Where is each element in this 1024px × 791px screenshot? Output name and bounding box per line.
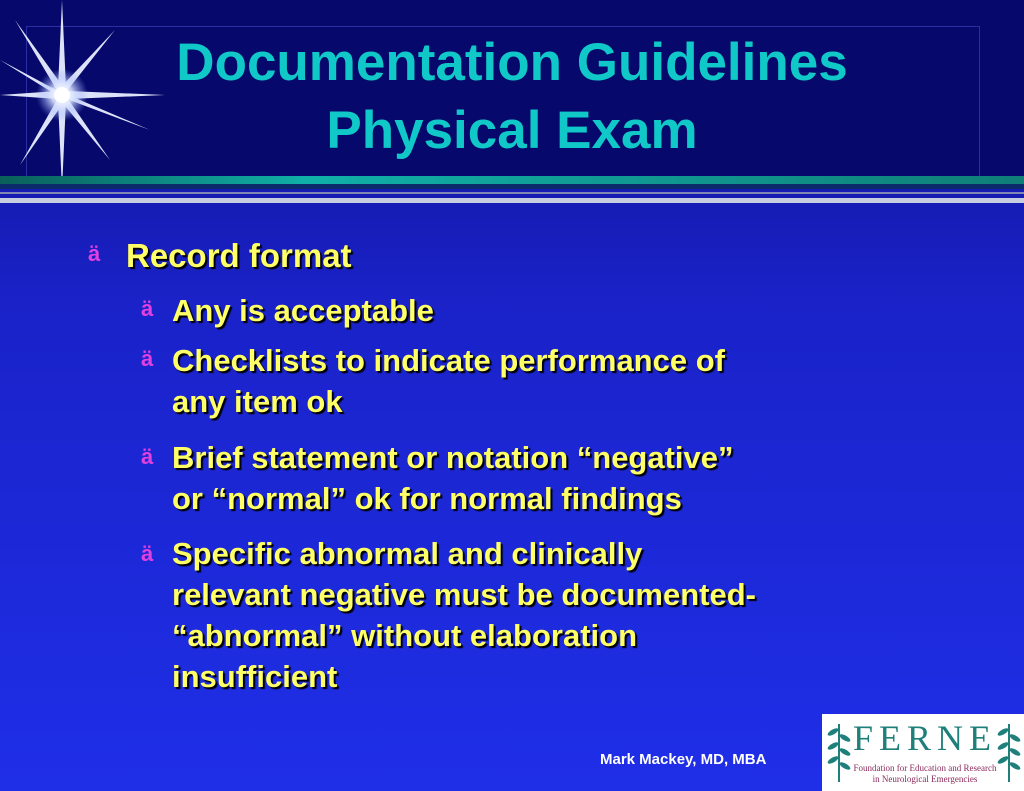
divider-thin [0, 192, 1024, 194]
bullet-line: Brief statement or notation “negative” [172, 440, 734, 475]
bullet-record-format: Record format [126, 237, 352, 274]
logo-caption-1: Foundation for Education and Research [853, 763, 997, 773]
bullet-line: Specific abnormal and clinically [172, 536, 643, 571]
bullet-specific-abnormal [172, 533, 756, 697]
bullet-marker-icon: ä [141, 541, 154, 566]
logo-wordmark: FERNE [852, 718, 997, 758]
bullet-line: “abnormal” without elaboration [172, 618, 638, 653]
divider-light [0, 198, 1024, 203]
bullet-brief-statement [172, 437, 734, 519]
bullet-marker-icon: ä [141, 346, 154, 371]
bullet-marker-icon: ä [88, 241, 101, 266]
bullet-line: or “normal” ok for normal findings [172, 481, 682, 516]
slide-title-line-1: Documentation Guidelines [176, 33, 848, 92]
bullet-line: any item ok [172, 384, 343, 419]
ferne-logo [822, 714, 1024, 791]
leaf-icon [826, 720, 852, 784]
bullet-line: Checklists to indicate performance of [172, 343, 725, 378]
leaf-icon [996, 720, 1022, 784]
bullet-line: Any is acceptable [172, 293, 434, 328]
bullet-line: relevant negative must be documented- [172, 577, 756, 612]
logo-caption-2: in Neurological Emergencies [872, 774, 978, 784]
bullet-marker-icon: ä [141, 296, 154, 321]
bullet-line: insufficient [172, 659, 338, 694]
footer-author: Mark Mackey, MD, MBA [600, 751, 767, 768]
divider-teal [0, 176, 1024, 184]
bullet-marker-icon: ä [141, 444, 154, 469]
slide-title-line-2: Physical Exam [326, 101, 698, 160]
bullet-any-acceptable [172, 290, 434, 331]
bullet-checklists [172, 340, 725, 422]
starburst-icon [0, 0, 170, 190]
divider-dark [0, 184, 1024, 189]
